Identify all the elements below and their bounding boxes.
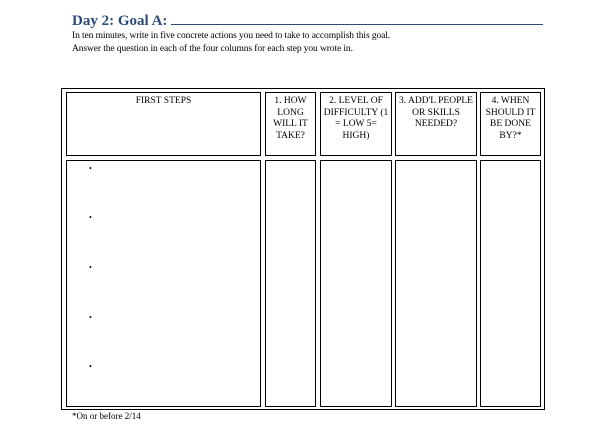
difficulty-cell[interactable]	[320, 160, 392, 407]
header-people-skills: 3. ADD'L PEOPLE OR SKILLS NEEDED?	[395, 92, 477, 156]
step-bullet-4: •	[89, 313, 92, 322]
when-done-cell[interactable]	[480, 160, 541, 407]
step-bullet-2: •	[89, 213, 92, 222]
goal-title: Day 2: Goal A:	[72, 13, 168, 29]
first-steps-cell[interactable]	[66, 160, 261, 407]
step-bullet-3: •	[89, 263, 92, 272]
people-skills-cell[interactable]	[395, 160, 477, 407]
header-difficulty: 2. LEVEL OF DIFFICULTY (1 = LOW 5= HIGH)	[320, 92, 392, 156]
instruction-line-1: In ten minutes, write in five concrete actions you need to take to accomplish this goal.	[72, 31, 391, 41]
header-when-done: 4. WHEN SHOULD IT BE DONE BY?*	[480, 92, 541, 156]
footnote: *On or before 2/14	[72, 411, 141, 421]
instruction-line-2: Answer the question in each of the four columns for each step you wrote in.	[72, 44, 353, 54]
page-title	[72, 12, 543, 30]
step-bullet-1: •	[89, 164, 92, 173]
goal-fill-in-line[interactable]	[171, 12, 543, 25]
header-how-long: 1. HOW LONG WILL IT TAKE?	[265, 92, 316, 156]
header-first-steps: FIRST STEPS	[66, 92, 261, 156]
how-long-cell[interactable]	[265, 160, 316, 407]
step-bullet-5: •	[89, 362, 92, 371]
